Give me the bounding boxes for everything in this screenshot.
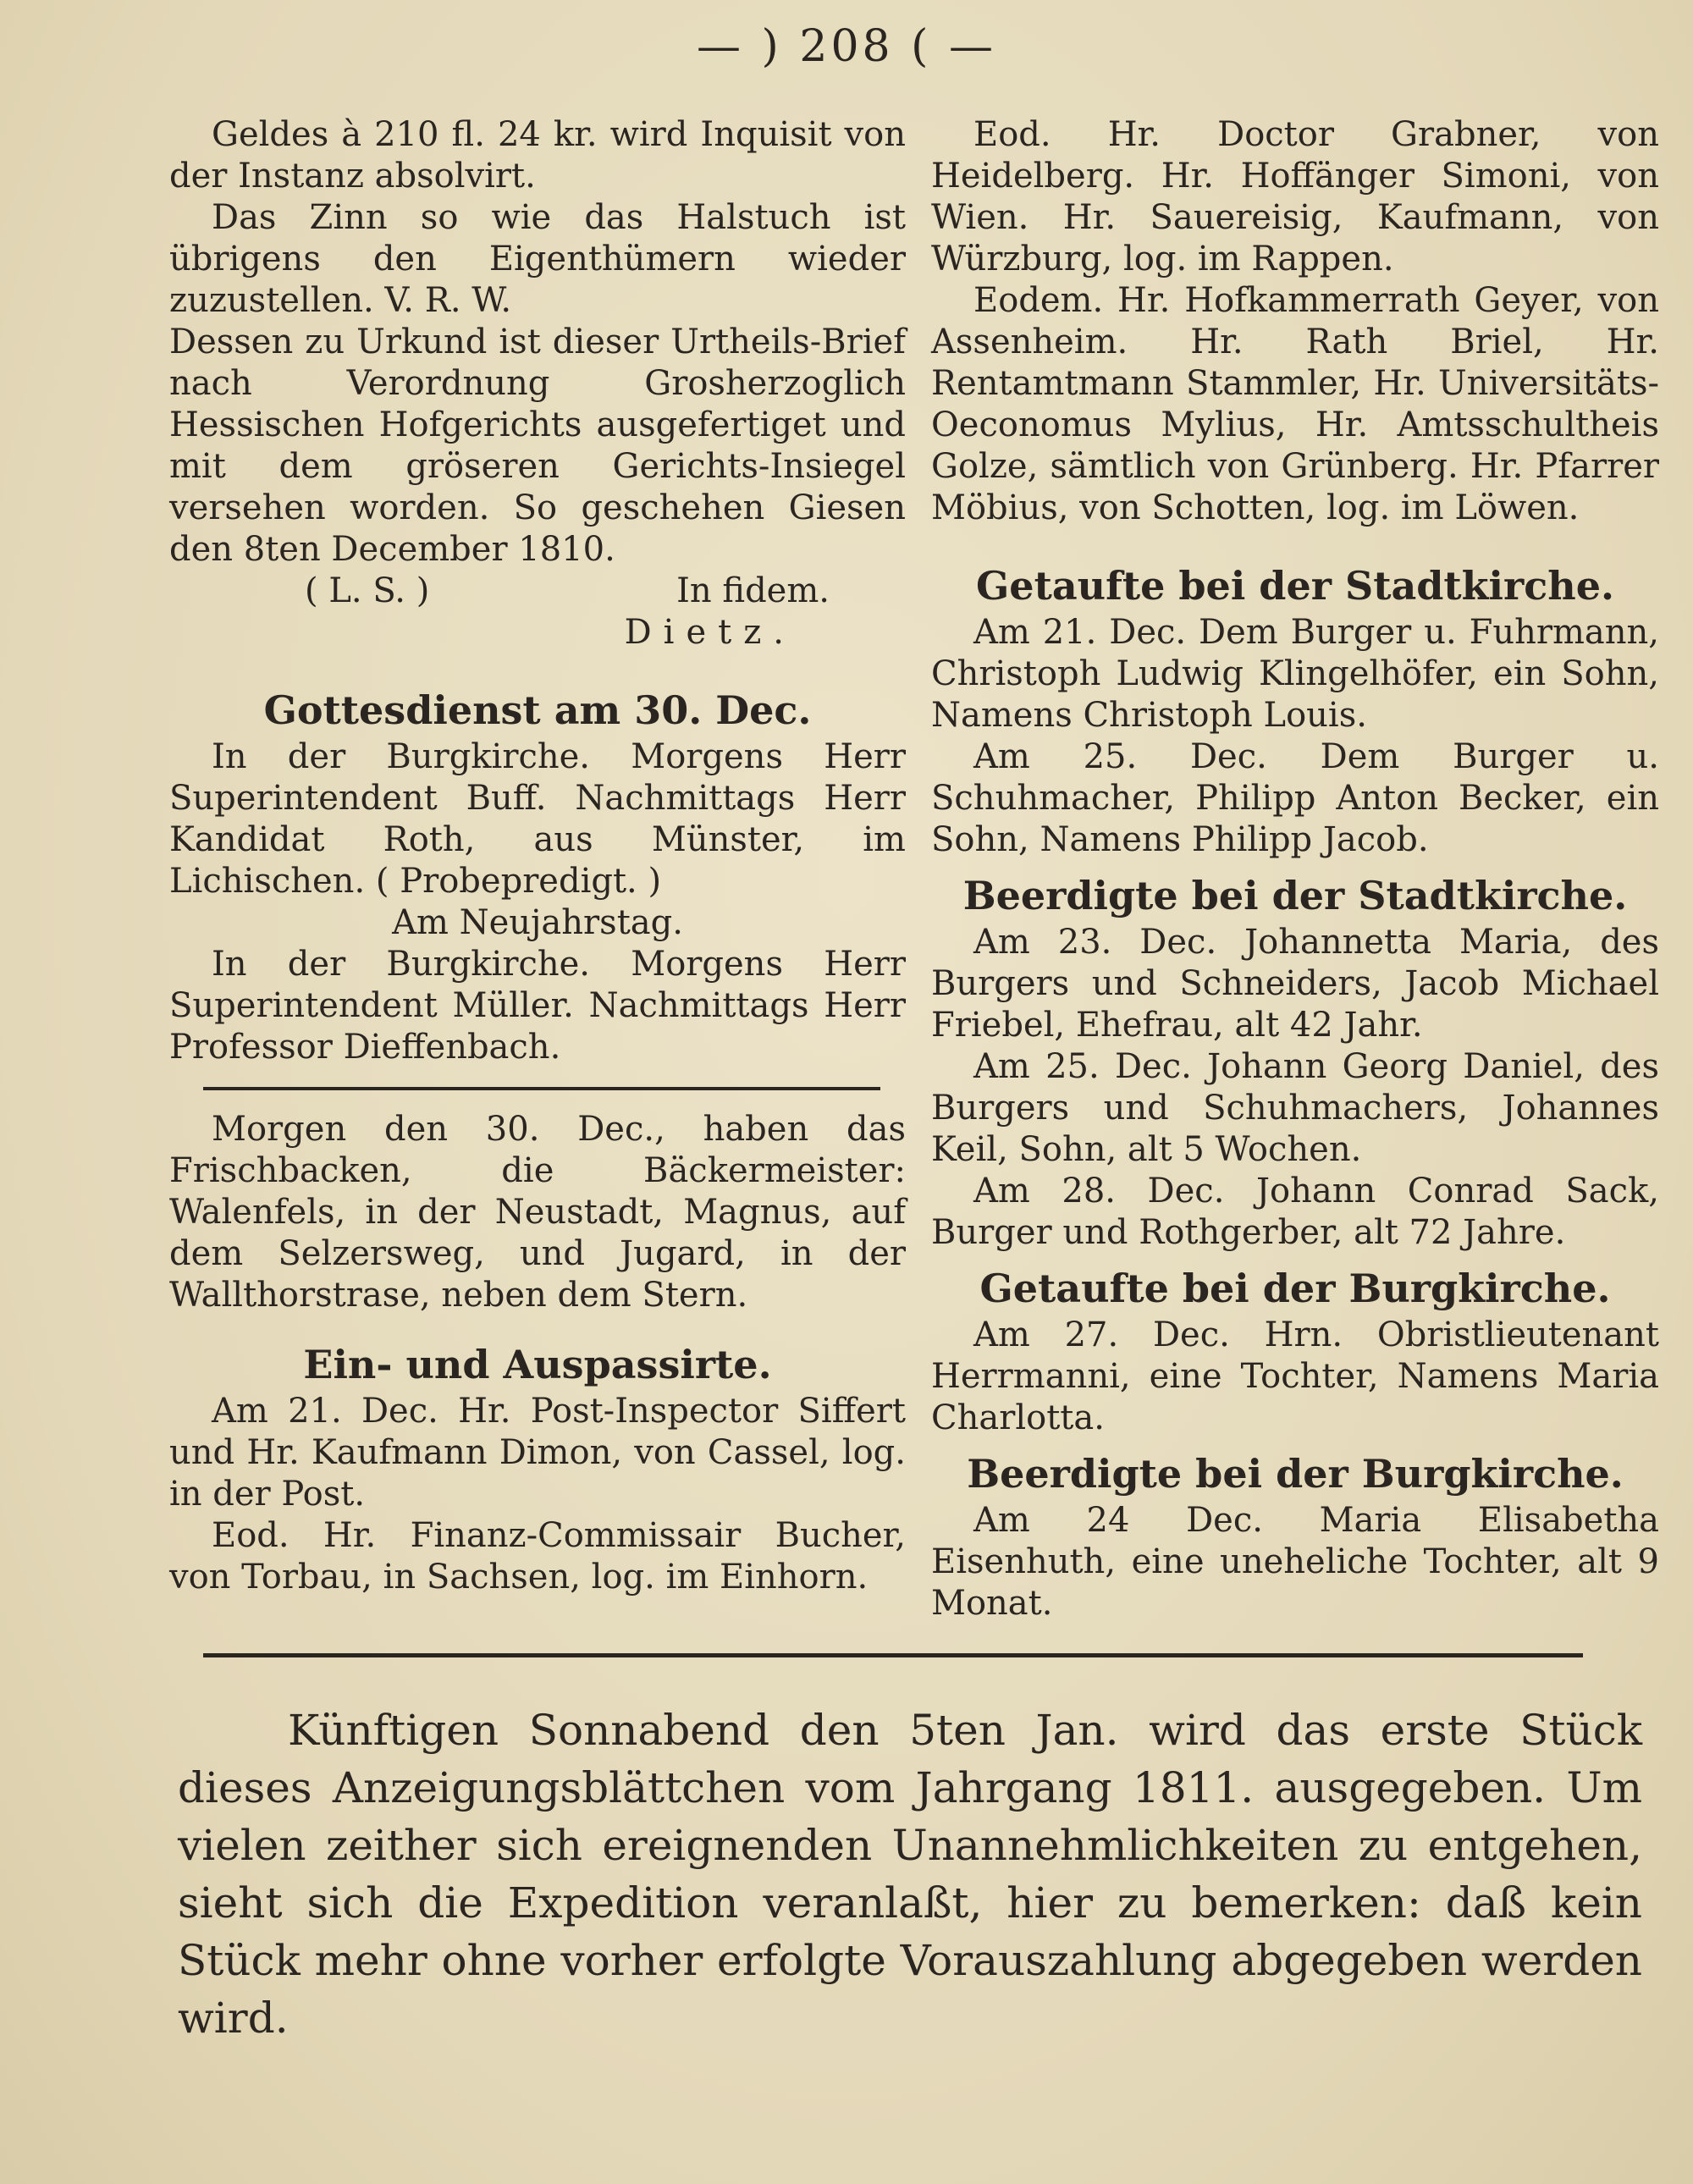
- burial-entry: Am 24 Dec. Maria Elisabetha Eisenhuth, eine uneheliche Tochter, alt 9 Monat.: [931, 1501, 1659, 1623]
- travelers-paragraph: Eodem. Hr. Hofkammerrath Geyer, von Assenheim. Hr. Rath Briel, Hr. Rentamtmann Stammler, Hr. Universitäts-Oeconomus Mylius, Hr. Amtsschultheis Golze, sämtlich von Grünberg. Hr. Pfarrer Möbius, von Schotten, log. im Löwen.: [931, 281, 1659, 527]
- left-column: [169, 114, 906, 1598]
- newyear-heading: Am Neujahrstag.: [392, 903, 683, 942]
- section-heading-service: Gottesdienst am 30. Dec.: [263, 687, 812, 733]
- baptism-entry: Am 21. Dec. Dem Burger u. Fuhrmann, Christoph Ludwig Klingelhöfer, ein Sohn, Namens Christoph Louis.: [931, 613, 1659, 735]
- travelers-paragraph: Am 21. Dec. Hr. Post-Inspector Siffert und Hr. Kaufmann Dimon, von Cassel, log. in der Post.: [169, 1392, 906, 1514]
- notice-text: Künftigen Sonnabend den 5ten Jan. wird das erste Stück dieses Anzeigungsblättchen vom Jahrgang 1811. ausgegeben. Um vielen zeither sich ereignenden Unannehmlichkeiten zu entgehen, sieht sich die Expedition veranlaßt, hier zu bemerken: daß kein Stück mehr ohne vorher erfolgte Vorauszahlung abgegeben werden wird.: [178, 1706, 1642, 2043]
- section-heading-baptized-stadt: Getaufte bei der Stadtkirche.: [976, 563, 1614, 609]
- service-paragraph: In der Burgkirche. Morgens Herr Superintendent Buff. Nachmittags Herr Kandidat Roth, aus Münster, im Lichischen. ( Probepredigt. ): [169, 737, 906, 901]
- baptism-entry: Am 27. Dec. Hrn. Obristlieutenant Herrmanni, eine Tochter, Namens Maria Charlotta.: [931, 1315, 1659, 1437]
- section-heading-travelers: Ein- und Auspassirte.: [303, 1342, 772, 1387]
- burial-entry: Am 25. Dec. Johann Georg Daniel, des Burgers und Schuhmachers, Johannes Keil, Sohn, alt 5 Wochen.: [931, 1047, 1659, 1169]
- verdict-paragraph: Das Zinn so wie das Halstuch ist übrigens den Eigenthümern wieder zuzustellen. V. R. W.: [169, 198, 906, 320]
- bakers-paragraph: Morgen den 30. Dec., haben das Frischbacken, die Bäckermeister: Walenfels, in der Neustadt, Magnus, auf dem Selzersweg, und Jugard, in der Wallthorstrase, neben dem Stern.: [169, 1110, 906, 1315]
- travelers-paragraph: Eod. Hr. Doctor Grabner, von Heidelberg. Hr. Hoffänger Simoni, von Wien. Hr. Sauereisig, Kaufmann, von Würzburg, log. im Rappen.: [931, 115, 1659, 279]
- bottom-divider-rule: [203, 1653, 1583, 1657]
- right-column: [931, 114, 1659, 1624]
- seal-mark: ( L. S. ): [305, 571, 430, 610]
- seal-row: [169, 571, 906, 612]
- verdict-paragraph: Geldes à 210 fl. 24 kr. wird Inquisit von der Instanz absolvirt.: [169, 115, 906, 196]
- divider-rule: [203, 1087, 880, 1090]
- section-heading-buried-burg: Beerdigte bei der Burgkirche.: [967, 1451, 1624, 1497]
- burial-entry: Am 23. Dec. Johannetta Maria, des Burgers und Schneiders, Jacob Michael Friebel, Ehefrau, alt 42 Jahr.: [931, 923, 1659, 1045]
- signature: Dietz.: [624, 613, 796, 652]
- publication-notice: [178, 1701, 1642, 2047]
- section-heading-buried-stadt: Beerdigte bei der Stadtkirche.: [962, 873, 1628, 918]
- service-paragraph: In der Burgkirche. Morgens Herr Superintendent Müller. Nachmittags Herr Professor Dieffenbach.: [169, 945, 906, 1067]
- travelers-paragraph: Eod. Hr. Finanz-Commissair Bucher, von Torbau, in Sachsen, log. im Einhorn.: [169, 1516, 906, 1597]
- baptism-entry: Am 25. Dec. Dem Burger u. Schuhmacher, Philipp Anton Becker, ein Sohn, Namens Philipp Jacob.: [931, 737, 1659, 859]
- page-number-header: — ) 208 ( —: [697, 21, 996, 72]
- section-heading-baptized-burg: Getaufte bei der Burgkirche.: [979, 1266, 1611, 1311]
- verdict-paragraph: Dessen zu Urkund ist dieser Urtheils-Brief nach Verordnung Grosherzoglich Hessischen Hofgerichts ausgefertiget und mit dem gröseren Gerichts-Insiegel versehen worden. So geschehen Giesen den 8ten December 1810.: [169, 323, 906, 569]
- burial-entry: Am 28. Dec. Johann Conrad Sack, Burger und Rothgerber, alt 72 Jahre.: [931, 1172, 1659, 1252]
- in-fidem: In fidem.: [676, 571, 830, 610]
